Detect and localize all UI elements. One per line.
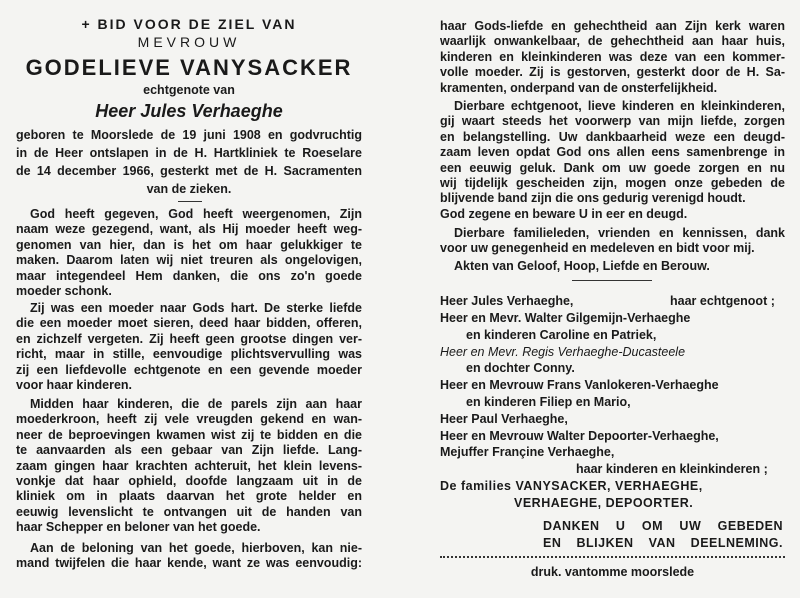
spouse-intro: echtgenote van	[143, 83, 235, 97]
text-line: haar Gods-liefde en gehechtheid aan Zijn kerk waren	[440, 19, 785, 33]
text-line: richt, maar in stille, eenvoudige plichtsvervulling was	[16, 347, 362, 362]
text-line: Midden haar kinderen, die de parels zijn aan haar	[30, 397, 362, 411]
family-line: haar kinderen en kleinkinderen ;	[576, 462, 768, 477]
text-line: kinderen en kleinkinderen was deze van een kommer-	[440, 49, 785, 64]
bio-line: in de Heer ontslapen in de H. Hartkliniek te Roeselare	[16, 146, 362, 160]
family-line: De families VANYSACKER, VERHAEGHE,	[440, 478, 703, 493]
text-line: zij een liefdevolle echtgenote en een gevende moeder	[16, 362, 362, 377]
title-mevrouw: MEVROUW	[137, 34, 241, 50]
family-line: Heer en Mevrouw Frans Vanlokeren-Verhaeghe	[440, 378, 719, 393]
paragraph-2	[16, 301, 362, 393]
divider	[572, 280, 652, 281]
text-line: zaam gingen haar krachten achteruit, het klein levens-	[16, 458, 362, 473]
text-line: voor uw genegenheid en medeleven en bidt voor mij.	[440, 241, 755, 256]
text-line: God zegene en beware U in eer en deugd.	[440, 206, 688, 221]
thanks-message	[543, 518, 783, 552]
text-line: maar integendeel Hem danken, die ons zo'n goede	[16, 268, 362, 283]
family-husband: Heer Jules Verhaeghe,	[440, 294, 574, 308]
family-husband-role: haar echtgenoot ;	[670, 294, 775, 308]
text-line: en belangstelling. Uw dankbaarheid weze een deugd-	[440, 129, 785, 144]
family-line: en dochter Conny.	[466, 361, 575, 376]
text-line: moederkroon, heeft zij vele vreugden gekend en wan-	[16, 412, 362, 427]
text-line: maken. Daarom laten wij niet treuren als ongelovigen,	[16, 253, 362, 268]
family-line: Heer Paul Verhaeghe,	[440, 411, 568, 426]
bio-line: van de zieken.	[146, 182, 232, 196]
acts-of-faith: Akten van Geloof, Hoop, Liefde en Berouw.	[454, 259, 710, 273]
family-line: en kinderen Filiep en Mario,	[466, 394, 631, 409]
deceased-name: GODELIEVE VANYSACKER	[25, 55, 353, 80]
text-line: God heeft gegeven, God heeft weergenomen, Zijn	[30, 207, 362, 221]
family-line: Heer en Mevr. Walter Gilgemijn-Verhaeghe	[440, 311, 691, 325]
text-line: eeuwig levenslicht te ontvangen uit de handen van	[16, 504, 362, 519]
right-paragraph-2	[440, 99, 785, 222]
text-line: mand twijfelen die haar kende, want ze was eenvoudig:	[16, 556, 362, 571]
text-line: Dierbare familieleden, vrienden en kennissen, dank	[454, 226, 785, 240]
family-list	[440, 310, 768, 512]
paragraph-1	[16, 207, 362, 299]
text-line: te aanvaarden als een gebaar van Zijn liefde. Lang-	[16, 443, 362, 458]
text-line: kramenten, onderpand van de onsterfelijkheid.	[440, 80, 718, 95]
text-line: en zichzelf vergeten. Zij heeft geen grootse dingen ver-	[16, 331, 362, 346]
text-line: vonkje dat haar ophield, doofde langzaam uit in de	[16, 473, 362, 488]
bio-line: geboren te Moorslede de 19 juni 1908 en godvruchtig	[16, 128, 362, 142]
text-line: volle moeder. Zij is gestorven, gesterkt door de H. Sa-	[440, 65, 785, 80]
text-line: neer de beproevingen kwamen wist zij te bidden en die	[16, 427, 362, 442]
divider	[178, 201, 202, 202]
family-line: Heer en Mevr. Regis Verhaeghe-Ducasteele	[440, 344, 686, 359]
family-line: en kinderen Caroline en Patriek,	[466, 327, 657, 342]
text-line: blijvende band zijn die ons gedurig verenigd houdt.	[440, 191, 746, 206]
prayer-heading: + BID VOOR DE ZIEL VAN	[81, 16, 297, 32]
text-line: Zij was een moeder naar Gods hart. De sterke liefde	[30, 301, 362, 315]
right-paragraph-1	[440, 19, 785, 96]
text-line: genomen van hier, dan is het om haar gelukkiger te	[16, 237, 362, 252]
bio-line: de 14 december 1966, gesterkt met de H. Sacramenten	[16, 164, 362, 178]
spouse-name: Heer Jules Verhaeghe	[95, 101, 283, 121]
text-line: gij waart steeds het voorwerp van mijn liefde, zorgen	[440, 114, 785, 129]
printer-credit: druk. vantomme moorslede	[530, 565, 695, 579]
text-line: waarlijk onwankelbaar, de gehechtheid aan haar huis,	[440, 34, 785, 49]
paragraph-3	[16, 397, 362, 536]
text-line: een eeuwig geluk. Dank om uw goede zorgen en nu	[440, 160, 785, 175]
dotted-divider	[440, 556, 785, 558]
text-line: haar Schepper en beloner van het goede.	[16, 520, 261, 535]
paragraph-4	[16, 541, 362, 572]
text-line: Aan de beloning van het goede, hierboven, kan nie-	[30, 541, 362, 555]
thanks-line: EN BLIJKEN VAN DEELNEMING.	[543, 535, 783, 550]
thanks-line: DANKEN U OM UW GEBEDEN	[543, 519, 783, 533]
text-line: wij tijdelijk gescheiden zijn, mogen onze gebeden de	[440, 175, 785, 190]
family-line: Mejuffer Françine Verhaeghe,	[440, 445, 615, 460]
family-line: Heer en Mevrouw Walter Depoorter-Verhaeghe,	[440, 428, 719, 443]
right-paragraph-3	[440, 226, 785, 257]
text-line: die een moeder moet sieren, deed haar bidden, offeren,	[16, 316, 362, 331]
text-line: moeder schonk.	[16, 283, 112, 298]
text-line: naam weze gezegend, want, als Hij moeder heeft weg-	[16, 222, 362, 237]
text-line: zaam leven opdat God ons allen eens samenbrenge in	[440, 145, 785, 160]
text-line: kliniek om in plaats daarvan het grote helder en	[16, 489, 362, 504]
text-line: voor haar kinderen.	[16, 377, 133, 392]
family-line: VERHAEGHE, DEPOORTER.	[514, 495, 694, 510]
text-line: Dierbare echtgenoot, lieve kinderen en kleinkinderen,	[454, 99, 785, 113]
biography	[16, 126, 362, 198]
